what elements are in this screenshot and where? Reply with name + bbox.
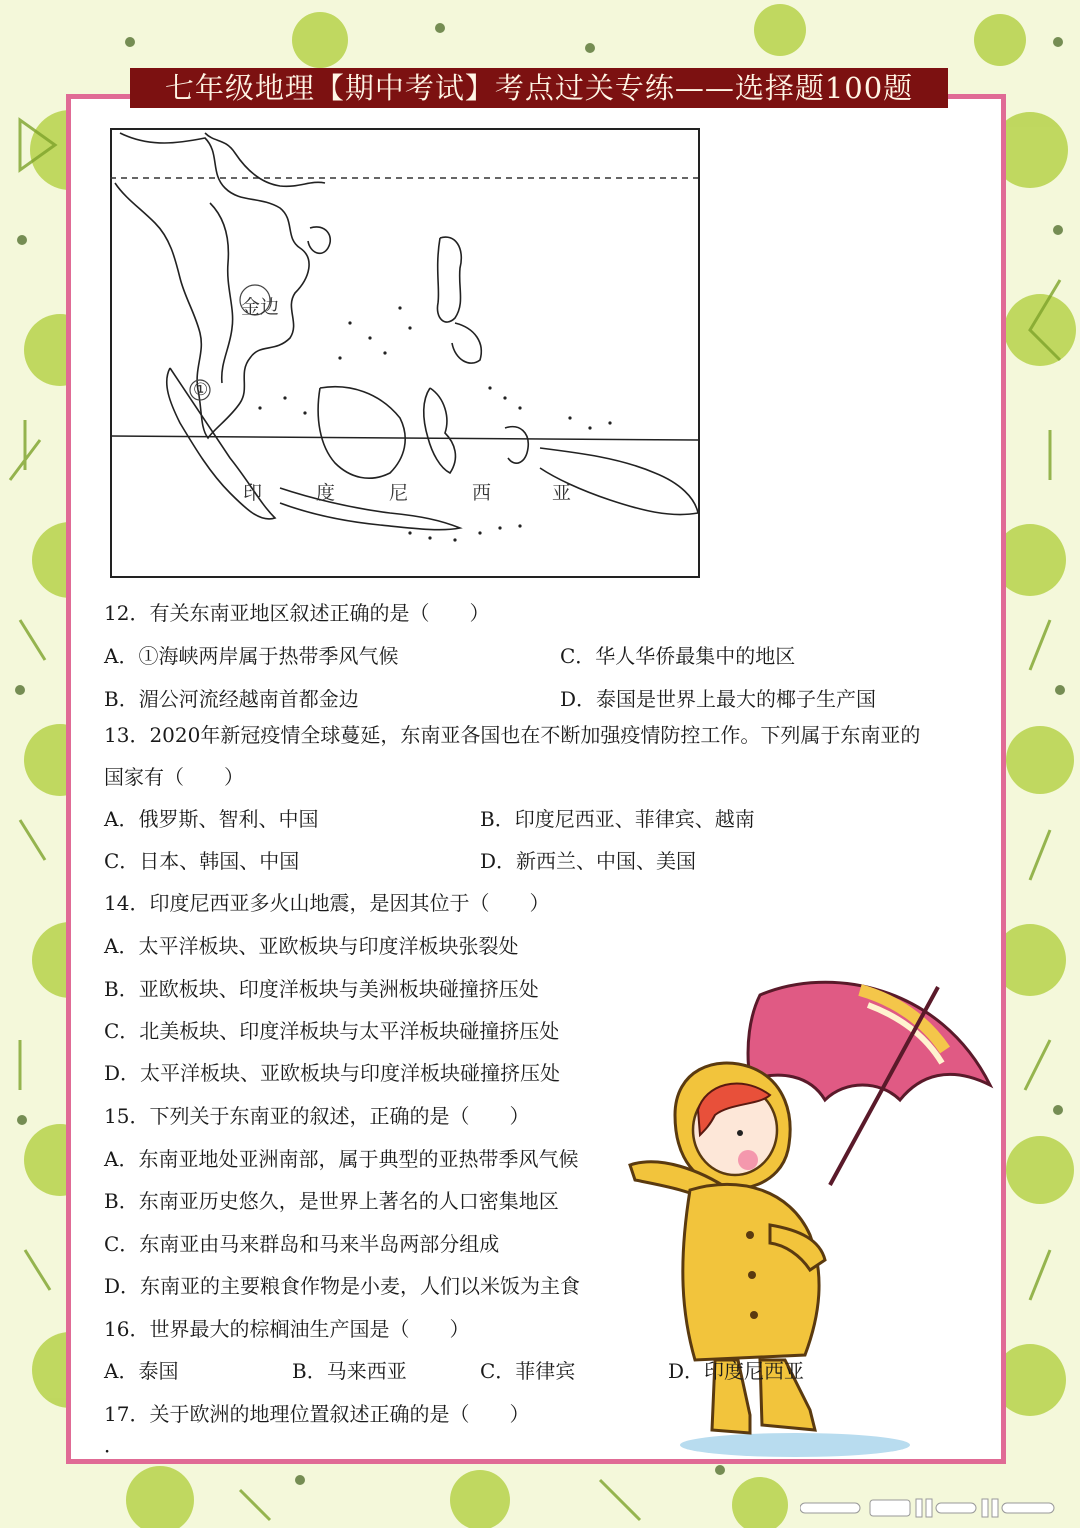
question-12-option-b[interactable]: B．湄公河流经越南首都金边: [104, 687, 359, 711]
question-12-option-c[interactable]: C．华人华侨最集中的地区: [560, 644, 796, 668]
question-17-trailing-mark: ．: [104, 1433, 124, 1457]
watermark-mark: [800, 1497, 1060, 1519]
map-label-country-char: 尼: [389, 482, 409, 504]
question-14-option-a[interactable]: A．太平洋板块、亚欧板块与印度洋板块张裂处: [104, 934, 519, 958]
question-14-stem: 14．印度尼西亚多火山地震，是因其位于（ ）: [104, 891, 550, 915]
question-13-option-a[interactable]: A．俄罗斯、智利、中国: [104, 807, 319, 831]
girl-with-umbrella-illustration: [620, 975, 1040, 1460]
question-15-option-b[interactable]: B．东南亚历史悠久，是世界上著名的人口密集地区: [104, 1189, 559, 1213]
question-13-stem: 13．2020年新冠疫情全球蔓延，东南亚各国也在不断加强疫情防控工作。下列属于东南亚的: [104, 723, 921, 747]
map-label-jinbian: 金边: [241, 296, 280, 318]
question-12-option-a[interactable]: A．①海峡两岸属于热带季风气候: [104, 644, 399, 668]
question-16-option-c[interactable]: C．菲律宾: [480, 1359, 576, 1383]
cheek: [738, 1150, 758, 1170]
map-label-strait: ①: [193, 380, 209, 400]
question-13-option-d[interactable]: D．新西兰、中国、美国: [480, 849, 697, 873]
question-12-option-d[interactable]: D．泰国是世界上最大的椰子生产国: [560, 687, 877, 711]
question-16-option-a[interactable]: A．泰国: [104, 1359, 179, 1383]
question-13-option-b[interactable]: B．印度尼西亚、菲律宾、越南: [480, 807, 755, 831]
question-16-option-d[interactable]: D．印度尼西亚: [668, 1359, 805, 1383]
question-15-option-c[interactable]: C．东南亚由马来群岛和马来半岛两部分组成: [104, 1232, 500, 1256]
map-label-country-char: 亚: [552, 482, 572, 504]
question-14-option-c[interactable]: C．北美板块、印度洋板块与太平洋板块碰撞挤压处: [104, 1019, 560, 1043]
question-15-option-d[interactable]: D．东南亚的主要粮食作物是小麦，人们以米饭为主食: [104, 1274, 581, 1298]
map-label-country-char: 西: [472, 482, 492, 504]
question-17-stem: 17．关于欧洲的地理位置叙述正确的是（ ）: [104, 1402, 530, 1426]
question-15-stem: 15．下列关于东南亚的叙述，正确的是（ ）: [104, 1104, 530, 1128]
map-label-country-char: 印: [243, 482, 263, 504]
question-14-option-d[interactable]: D．太平洋板块、亚欧板块与印度洋板块碰撞挤压处: [104, 1061, 561, 1085]
question-16-stem: 16．世界最大的棕榈油生产国是（ ）: [104, 1317, 470, 1341]
map-border: [111, 129, 699, 577]
southeast-asia-map: [110, 128, 700, 578]
puddle: [680, 1433, 910, 1457]
question-16-option-b[interactable]: B．马来西亚: [292, 1359, 407, 1383]
question-15-option-a[interactable]: A．东南亚地处亚洲南部，属于典型的亚热带季风气候: [104, 1147, 579, 1171]
question-13-option-c[interactable]: C．日本、韩国、中国: [104, 849, 300, 873]
page-title: 七年级地理【期中考试】考点过关专练——选择题100题: [130, 68, 948, 108]
map-label-country-char: 度: [316, 482, 336, 504]
question-12-stem: 12．有关东南亚地区叙述正确的是（ ）: [104, 601, 490, 625]
umbrella-canopy: [748, 982, 990, 1100]
question-13-stem-continued: 国家有（ ）: [104, 765, 244, 789]
question-14-option-b[interactable]: B．亚欧板块、印度洋板块与美洲板块碰撞挤压处: [104, 977, 539, 1001]
